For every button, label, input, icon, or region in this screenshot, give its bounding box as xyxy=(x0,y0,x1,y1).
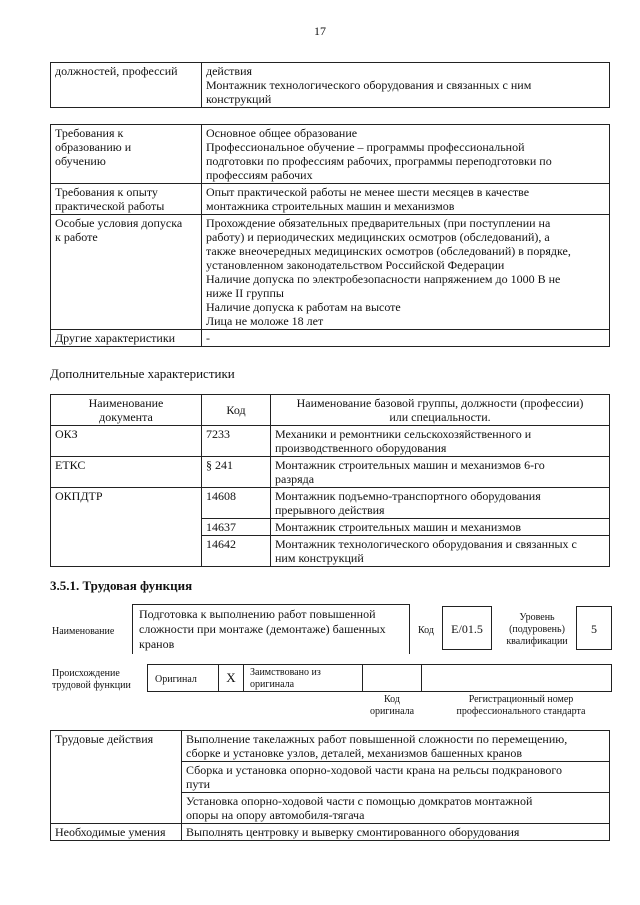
action-item xyxy=(182,793,610,824)
additional-table xyxy=(50,394,610,567)
label-line: Уровень xyxy=(519,612,555,623)
action-item xyxy=(182,731,610,762)
conditions-value xyxy=(202,215,610,330)
cell-line: Монтажник технологического оборудования и связанных с xyxy=(275,537,577,551)
header-line: или специальности. xyxy=(389,410,491,424)
header-line: Наименование базовой группы, должности (профессии) xyxy=(296,396,584,410)
cell-line: ним конструкций xyxy=(275,551,364,565)
name-label: Наименование xyxy=(52,626,115,637)
action-item xyxy=(182,762,610,793)
code-value: E/01.5 xyxy=(442,606,492,650)
requirements-table xyxy=(50,124,610,347)
table-row xyxy=(51,63,610,108)
label-line: профессионального стандарта xyxy=(456,706,586,717)
cell-line: Лица не моложе 18 лет xyxy=(206,314,324,328)
table-row xyxy=(51,488,610,519)
table-row xyxy=(51,184,610,215)
cell-line: Установка опорно-ходовой части с помощью домкратов монтажной xyxy=(186,794,533,808)
skill-item xyxy=(182,824,610,841)
education-label xyxy=(51,125,202,184)
label-line: квалификации xyxy=(506,636,568,647)
header-doc xyxy=(51,395,202,426)
row-code: 7233 xyxy=(202,426,271,457)
row-name xyxy=(271,519,610,536)
label-line: оригинала xyxy=(369,706,415,717)
other-value: - xyxy=(202,330,610,347)
cell-line: подготовки по профессиям рабочих, программы переподготовки по xyxy=(206,154,552,168)
header-line: Наименование xyxy=(88,396,164,410)
label-line: оригинала xyxy=(250,679,295,690)
table-row xyxy=(51,215,610,330)
cell-line: ниже II группы xyxy=(206,286,284,300)
code-original-caption xyxy=(362,694,422,718)
original-checkmark[interactable]: X xyxy=(218,664,244,692)
education-value xyxy=(202,125,610,184)
label-line: Регистрационный номер xyxy=(468,694,574,705)
cell-line: Наличие допуска к работам на высоте xyxy=(206,300,401,314)
cell-line: конструкций xyxy=(206,92,272,106)
header-code: Код xyxy=(202,395,271,426)
table-row xyxy=(51,457,610,488)
table-row xyxy=(51,824,610,841)
label-line: (подуровень) xyxy=(509,624,565,635)
additional-title: Дополнительные характеристики xyxy=(50,366,235,381)
name-box-right-border xyxy=(132,604,410,654)
row-doc: ОКПДТР xyxy=(51,488,202,567)
cell-line: профессиям рабочих xyxy=(206,168,313,182)
row-code: § 241 xyxy=(202,457,271,488)
row-doc: ЕТКС xyxy=(51,457,202,488)
cell-line: также внеочередных медицинских осмотров (обследований) в порядке, xyxy=(206,244,571,258)
code-label: Код xyxy=(418,625,434,636)
row-name xyxy=(271,488,610,519)
label-line: Код xyxy=(384,694,400,705)
continuation-table xyxy=(50,62,610,108)
actions-label: Трудовые действия xyxy=(51,731,182,824)
reg-number-caption xyxy=(430,694,612,718)
actions-table xyxy=(50,730,610,841)
cell-line: прерывного действия xyxy=(275,503,385,517)
row-name xyxy=(271,457,610,488)
header-line: документа xyxy=(99,410,153,424)
cell-line: обучению xyxy=(55,154,106,168)
cell-line: Наличие допуска по электробезопасности напряжением до 1000 В не xyxy=(206,272,561,286)
row-name xyxy=(271,536,610,567)
other-label: Другие характеристики xyxy=(51,330,202,347)
table-header-row xyxy=(51,395,610,426)
name-line: Подготовка к выполнению работ повышенной xyxy=(139,607,376,621)
cell-line: монтажника строительных машин и механизмов xyxy=(206,199,455,213)
cell-line: установленном законодательством Российской Федерации xyxy=(206,258,505,272)
row-code: 14642 xyxy=(202,536,271,567)
label-line: трудовой функции xyxy=(52,680,131,691)
table-cell: должностей, профессий xyxy=(51,63,202,108)
cell-line: разряда xyxy=(275,472,315,486)
code-original-cell xyxy=(362,664,422,692)
level-label xyxy=(502,612,572,648)
page-number: 17 xyxy=(314,24,326,38)
table-row xyxy=(51,125,610,184)
table-row xyxy=(51,731,610,762)
cell-line: Монтажник строительных машин и механизмов xyxy=(275,520,522,534)
level-value: 5 xyxy=(576,606,612,650)
cell-line: Основное общее образование xyxy=(206,126,358,140)
cell-line: опоры на опору автомобиля-тягача xyxy=(186,808,365,822)
cell-line: Требования к опыту xyxy=(55,185,158,199)
cell-line: Сборка и установка опорно-ходовой части крана на рельсы подкранового xyxy=(186,763,563,777)
cell-line: действия xyxy=(206,64,253,78)
skills-label: Необходимые умения xyxy=(51,824,182,841)
row-doc: ОКЗ xyxy=(51,426,202,457)
experience-label xyxy=(51,184,202,215)
name-line: сложности при монтаже (демонтаже) башенных xyxy=(139,622,386,636)
header-name xyxy=(271,395,610,426)
cell-line: работу) и периодических медицинских осмотров (обследований), а xyxy=(206,230,550,244)
table-cell xyxy=(202,63,610,108)
cell-line: Опыт практической работы не менее шести месяцев в качестве xyxy=(206,185,530,199)
table-row xyxy=(51,426,610,457)
cell-line: пути xyxy=(186,777,211,791)
row-code: 14637 xyxy=(202,519,271,536)
cell-line: к работе xyxy=(55,230,98,244)
label-line: Происхождение xyxy=(52,668,120,679)
cell-line: Выполнять центровку и выверку смонтированного оборудования xyxy=(186,825,520,839)
borrowed-label xyxy=(250,667,321,691)
cell-line: практической работы xyxy=(55,199,165,213)
cell-line: образованию и xyxy=(55,140,132,154)
cell-line: Монтажник строительных машин и механизмов 6-го xyxy=(275,458,545,472)
cell-line: Монтажник технологического оборудования и связанных с ним xyxy=(206,78,532,92)
original-label: Оригинал xyxy=(155,674,197,685)
cell-line: Профессиональное обучение – программы профессиональной xyxy=(206,140,525,154)
experience-value xyxy=(202,184,610,215)
function-heading: 3.5.1. Трудовая функция xyxy=(50,578,193,593)
cell-line: Особые условия допуска xyxy=(55,216,183,230)
conditions-label xyxy=(51,215,202,330)
table-row xyxy=(51,330,610,347)
row-code: 14608 xyxy=(202,488,271,519)
cell-line: сборке и установке узлов, деталей, механизмов башенных кранов xyxy=(186,746,522,760)
cell-line: Механики и ремонтники сельскохозяйственного и xyxy=(275,427,532,441)
label-line: Заимствовано из xyxy=(250,667,321,678)
cell-line: Выполнение такелажных работ повышенной сложности по перемещению, xyxy=(186,732,568,746)
cell-line: Требования к xyxy=(55,126,124,140)
cell-line: Монтажник подъемно-транспортного оборудования xyxy=(275,489,541,503)
name-line: кранов xyxy=(139,637,175,651)
row-name xyxy=(271,426,610,457)
origin-label xyxy=(52,668,131,692)
cell-line: Прохождение обязательных предварительных (при поступлении на xyxy=(206,216,551,230)
cell-line: производственного оборудования xyxy=(275,441,447,455)
